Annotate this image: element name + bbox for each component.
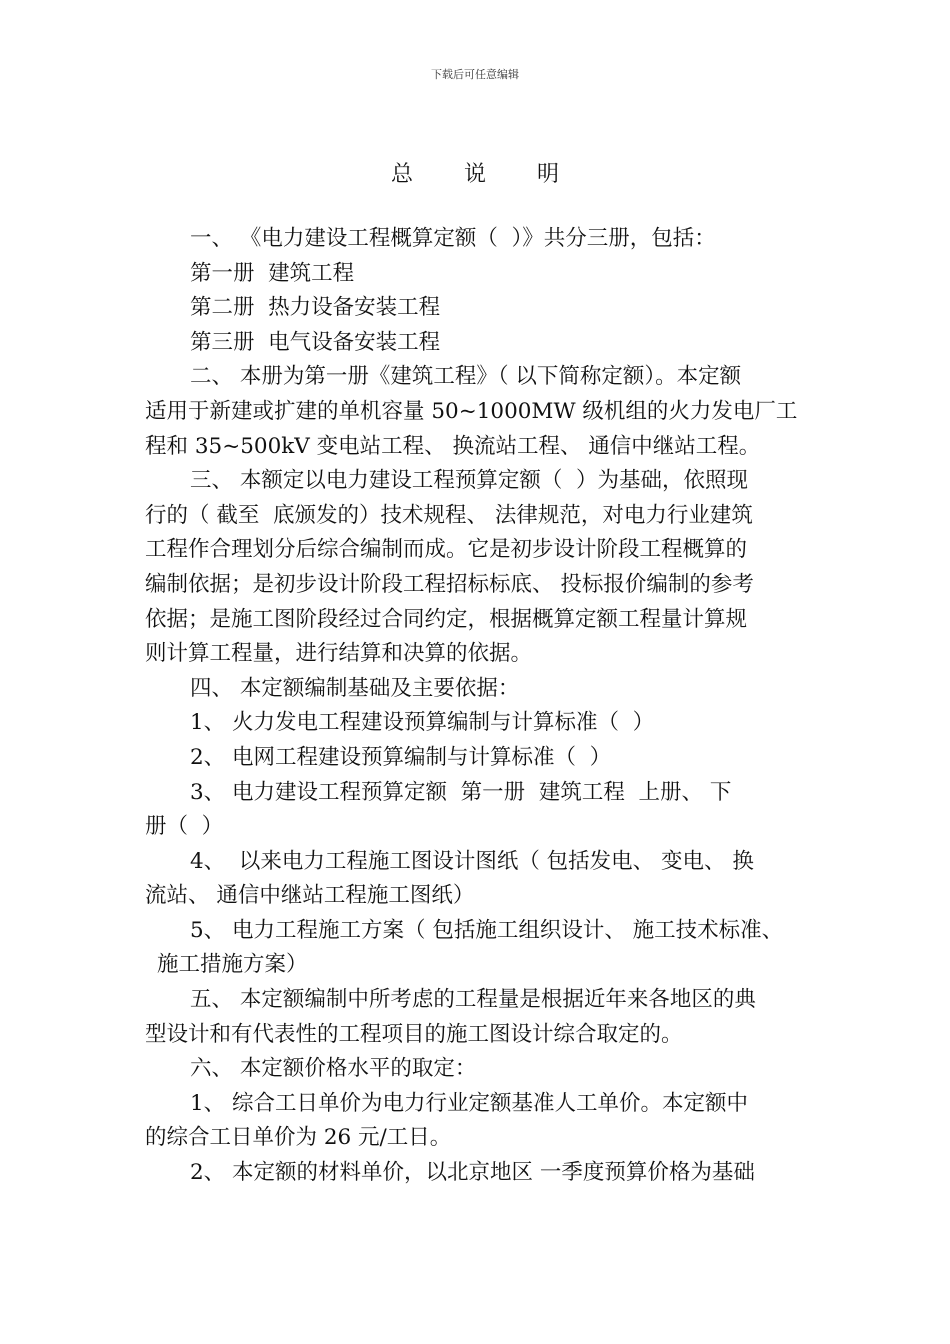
paragraph-line: 流站、 通信中继站工程施工图纸） — [145, 883, 475, 909]
header-note: 下载后可任意编辑 — [431, 68, 519, 81]
paragraph-line: 四、 本定额编制基础及主要依据： — [190, 675, 520, 701]
paragraph-line: 1、 火力发电工程建设预算编制与计算标准（ ） — [190, 710, 655, 736]
paragraph-line: 工程作合理划分后综合编制而成。它是初步设计阶段工程概算的 — [145, 537, 748, 563]
paragraph-line: 3、 电力建设工程预算定额 第一册 建筑工程 上册、 下 — [190, 779, 732, 805]
paragraph-line: 依据；是施工图阶段经过合同约定，根据概算定额工程量计算规 — [145, 606, 748, 632]
paragraph-line: 1、 综合工日单价为电力行业定额基准人工单价。本定额中 — [190, 1090, 749, 1116]
paragraph-line: 则计算工程量，进行结算和决算的依据。 — [145, 641, 533, 667]
paragraph-line: 4、 以来电力工程施工图设计图纸（ 包括发电、 变电、 换 — [190, 848, 754, 874]
paragraph-line: 适用于新建或扩建的单机容量 50~1000MW 级机组的火力发电厂工 — [145, 398, 798, 424]
paragraph-line: 第三册 电气设备安装工程 — [190, 329, 441, 355]
paragraph-line: 施工措施方案） — [157, 952, 308, 978]
paragraph-line: 六、 本定额价格水平的取定： — [190, 1056, 477, 1082]
paragraph-line: 二、 本册为第一册《建筑工程》（ 以下简称定额）。本定额 — [190, 364, 742, 390]
paragraph-line: 编制依据；是初步设计阶段工程招标标底、 投标报价编制的参考 — [145, 571, 754, 597]
paragraph-line: 程和 35~500kV 变电站工程、 换流站工程、 通信中继站工程。 — [145, 433, 761, 459]
paragraph-line: 2、 本定额的材料单价，以北京地区 一季度预算价格为基础 — [190, 1160, 755, 1186]
paragraph-line: 2、 电网工程建设预算编制与计算标准（ ） — [190, 744, 612, 770]
document-body — [145, 222, 810, 1191]
paragraph-line: 三、 本额定以电力建设工程预算定额（ ）为基础，依照现 — [190, 468, 749, 494]
paragraph-line: 一、 《电力建设工程概算定额（ ）》共分三册，包括： — [190, 226, 716, 251]
paragraph-line: 册（ ） — [145, 814, 224, 840]
paragraph-line: 第二册 热力设备安装工程 — [190, 295, 441, 321]
paragraph-line: 行的（ 截至 底颁发的）技术规程、 法律规范，对电力行业建筑 — [145, 502, 753, 528]
paragraph-line: 5、 电力工程施工方案（ 包括施工组织设计、 施工技术标准、 — [190, 917, 784, 943]
paragraph-line: 型设计和有代表性的工程项目的施工图设计综合取定的。 — [145, 1021, 683, 1047]
paragraph-line: 五、 本定额编制中所考虑的工程量是根据近年来各地区的典 — [190, 987, 756, 1013]
page-title: 总 说 明 — [391, 162, 581, 187]
paragraph-line: 第一册 建筑工程 — [190, 260, 355, 286]
paragraph-line: 的综合工日单价为 26 元/工日。 — [145, 1125, 452, 1151]
